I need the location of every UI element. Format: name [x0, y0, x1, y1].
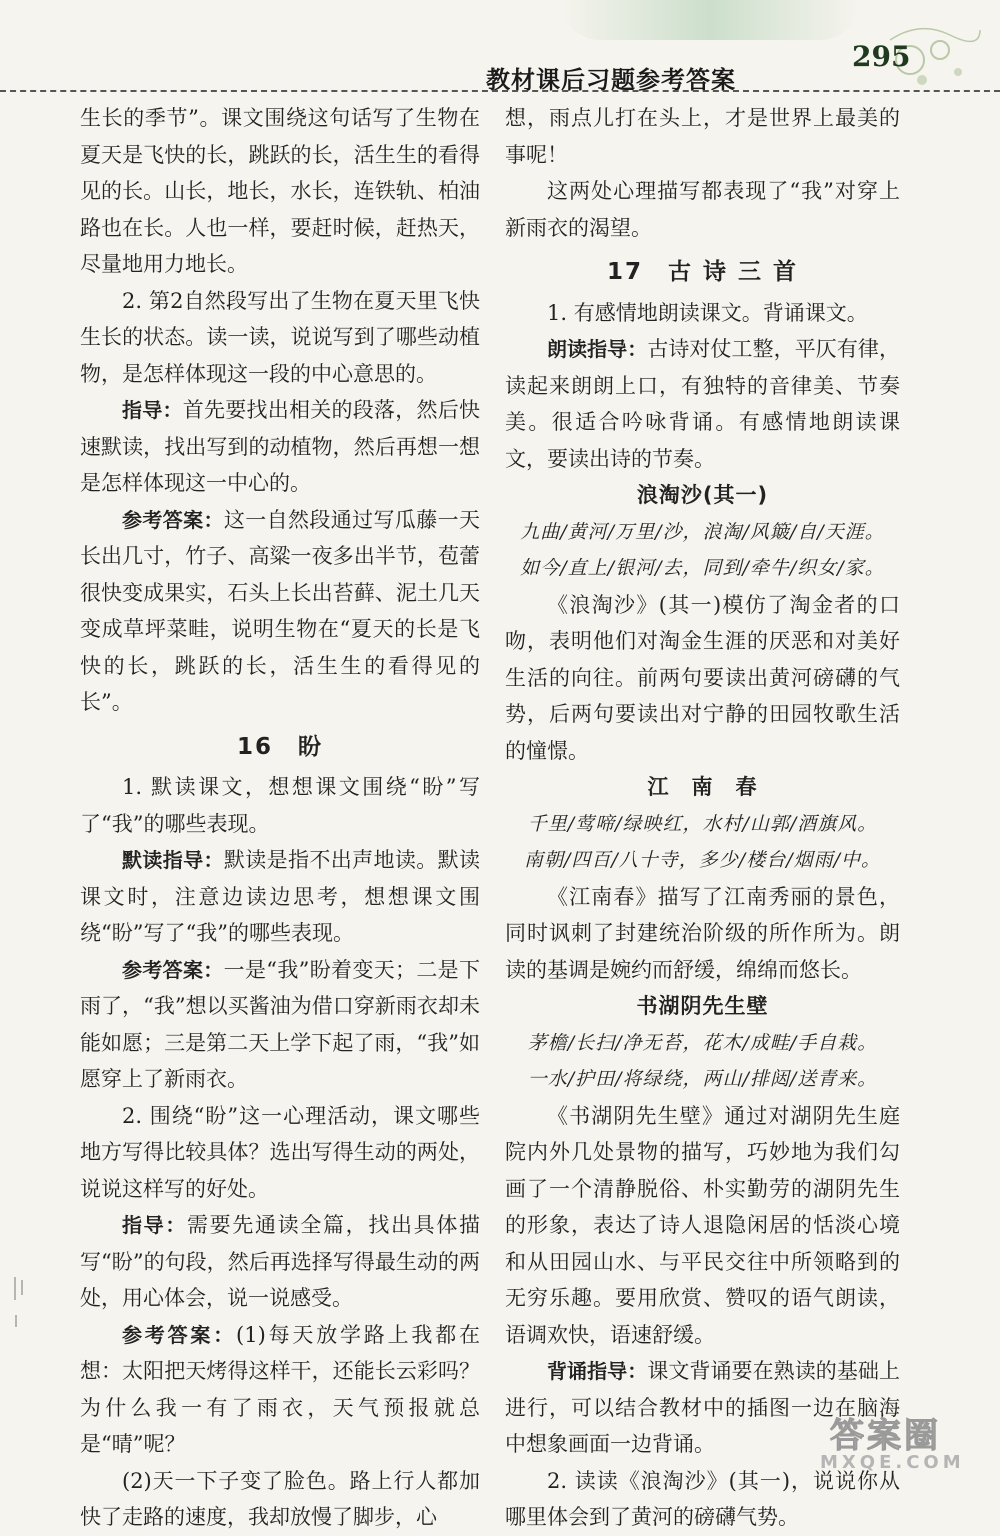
paragraph — [80, 842, 480, 952]
site-watermark — [820, 1408, 990, 1478]
paragraph-text: 《江南春》描写了江南秀丽的景色，同时讽刺了封建统治阶级的所作所为。朗读的基调是婉约而舒缓，绵绵而悠长。 — [505, 884, 900, 982]
poem-line: 九曲/黄河/万里/沙，浪淘/风簸/自/天涯。 — [520, 520, 885, 543]
paragraph — [80, 769, 480, 842]
page-header — [0, 40, 1000, 94]
paragraph-text: (1)每天放学路上我都在想：太阳把天烤得这样干，还能长云彩吗？为什么我一有了雨衣，天气预报就总是“晴”呢？ — [80, 1322, 481, 1456]
paragraph-text: 2. 第2自然段写出了生物在夏天里飞快生长的状态。读一读，说说写到了哪些动植物，是怎样体现这一段的中心意思的。 — [80, 288, 480, 386]
header-leaf-decoration — [560, 0, 860, 40]
paragraph-label: 背诵指导： — [547, 1359, 648, 1383]
paragraph — [505, 1098, 900, 1354]
paragraph — [80, 502, 480, 721]
page-number: 295 — [852, 40, 911, 73]
poem-line: 千里/莺啼/绿映红，水村/山郭/酒旗风。 — [527, 812, 878, 835]
paragraph — [80, 392, 480, 502]
paragraph — [80, 952, 480, 1098]
paragraph — [80, 100, 480, 283]
section-title: 16 盼 — [236, 733, 323, 760]
watermark-logo-text: 答案圈 — [830, 1416, 941, 1456]
paragraph-label: 参考答案： — [122, 507, 224, 532]
paragraph-text: 需要先通读全篇，找出具体描写“盼”的句段，然后再选择写得最生动的两处，用心体会，说一说感受。 — [80, 1213, 480, 1310]
paragraph-label: 默读指导： — [122, 848, 224, 872]
paragraph-text: 这两处心理描写都表现了“我”对穿上新雨衣的渴望。 — [505, 179, 900, 240]
paragraph — [505, 173, 900, 246]
paragraph-label: 朗读指导： — [547, 337, 648, 361]
paragraph — [505, 100, 900, 173]
paragraph — [80, 283, 480, 393]
paragraph — [80, 1098, 480, 1208]
left-column — [80, 100, 480, 1536]
paragraph — [80, 1207, 480, 1317]
poem-title: 浪淘沙(其一) — [636, 483, 769, 507]
right-column — [505, 100, 900, 1536]
header-title: 教材课后习题参考答案 — [486, 66, 736, 94]
paragraph — [505, 879, 900, 989]
paragraph-text: 1. 有感情地朗读课文。背诵课文。 — [547, 300, 868, 325]
paragraph-label: 参考答案： — [122, 1322, 237, 1347]
paragraph-text: 想，雨点儿打在头上，才是世界上最美的事呢！ — [505, 106, 900, 167]
paragraph-text: 这一自然段通过写瓜藤一天长出几寸，竹子、高粱一夜多出半节，苞蕾很快变成果实，石头上长出苔藓、泥土几天变成草坪菜畦，说明生物在“夏天的长是飞快的长，跳跃的长，活生生的看得见的长”。 — [80, 507, 480, 714]
paragraph-text: 1. 默读课文，想想课文围绕“盼”写了“我”的哪些表现。 — [80, 775, 480, 836]
paragraph-text: 一是“我”盼着变天；二是下雨了，“我”想以买酱油为借口穿新雨衣却未能如愿；三是第二天上学下起了雨，“我”如愿穿上了新雨衣。 — [80, 957, 480, 1091]
paragraph — [505, 295, 900, 332]
paragraph-text: 课文背诵要在熟读的基础上进行，可以结合教材中的插图一边在脑海中想象画面一边背诵。 — [505, 1359, 900, 1456]
poem-line: 茅檐/长扫/净无苔，花木/成畦/手自栽。 — [527, 1031, 878, 1054]
paragraph-text: 生长的季节”。课文围绕这句话写了生物在夏天是飞快的长，跳跃的长，活生生的看得见的长。山长，地长，水长，连铁轨、柏油路也在长。人也一样，要赶时候，赶热天，尽量地用力地长。 — [80, 106, 480, 276]
paragraph-text: 默读是指不出声地读。默读课文时，注意边读边思考，想想课文围绕“盼”写了“我”的哪些表现。 — [80, 848, 480, 945]
paragraph — [80, 1463, 480, 1536]
poem-line: 如今/直上/银河/去，同到/牵牛/织女/家。 — [520, 557, 885, 579]
margin-pencil-marks-icon — [10, 1275, 30, 1335]
paragraph-text: 古诗对仗工整，平仄有律，读起来朗朗上口，有独特的音律美、节奏美。很适合吟咏背诵。有感情地朗读课文，要读出诗的节奏。 — [505, 337, 900, 471]
paragraph — [80, 1317, 480, 1463]
paragraph-label: 指导： — [122, 1213, 187, 1237]
paragraph-text: (2)天一下子变了脸色。路上行人都加快了走路的速度，我却放慢了脚步，心 — [80, 1468, 480, 1529]
section-title: 17 古 诗 三 首 — [606, 259, 799, 285]
poem-line: 南朝/四百/八十寺，多少/楼台/烟雨/中。 — [523, 849, 881, 871]
poem-title: 书湖阴先生壁 — [636, 994, 769, 1018]
paragraph — [505, 331, 900, 477]
paragraph — [505, 587, 900, 770]
paragraph-label: 指导： — [122, 398, 183, 422]
paragraph-text: 首先要找出相关的段落，然后快速默读，找出写到的动植物，然后再想一想是怎样体现这一中心的。 — [80, 398, 480, 495]
poem-title: 江 南 春 — [647, 775, 758, 799]
poem-line: 一水/护田/将绿绕，两山/排闼/送青来。 — [527, 1068, 878, 1090]
watermark-domain-text: MXQE.COM — [820, 1452, 965, 1473]
paragraph-label: 参考答案： — [122, 957, 224, 982]
paragraph-text: 2. 围绕“盼”这一心理活动，课文哪些地方写得比较具体？选出写得生动的两处，说说这样写的好处。 — [80, 1103, 480, 1201]
paragraph-text: 《浪淘沙》(其一)模仿了淘金者的口吻，表明他们对淘金生涯的厌恶和对美好生活的向往。前两句要读出黄河磅礴的气势，后两句要读出对宁静的田园牧歌生活的憧憬。 — [505, 592, 900, 763]
paragraph-text: 2. 读读《浪淘沙》(其一)，说说你从哪里体会到了黄河的磅礴气势。 — [505, 1468, 900, 1529]
paragraph-text: 《书湖阴先生壁》通过对湖阴先生庭院内外几处景物的描写，巧妙地为我们勾画了一个清静脱俗、朴实勤劳的湖阴先生的形象，表达了诗人退隐闲居的恬淡心境和从田园山水、与平民交往中所领略到的无穷乐趣。要用欣赏、赞叹的语气朗读，语调欢快，语速舒缓。 — [505, 1103, 900, 1347]
header-dashed-rule — [0, 90, 1000, 92]
